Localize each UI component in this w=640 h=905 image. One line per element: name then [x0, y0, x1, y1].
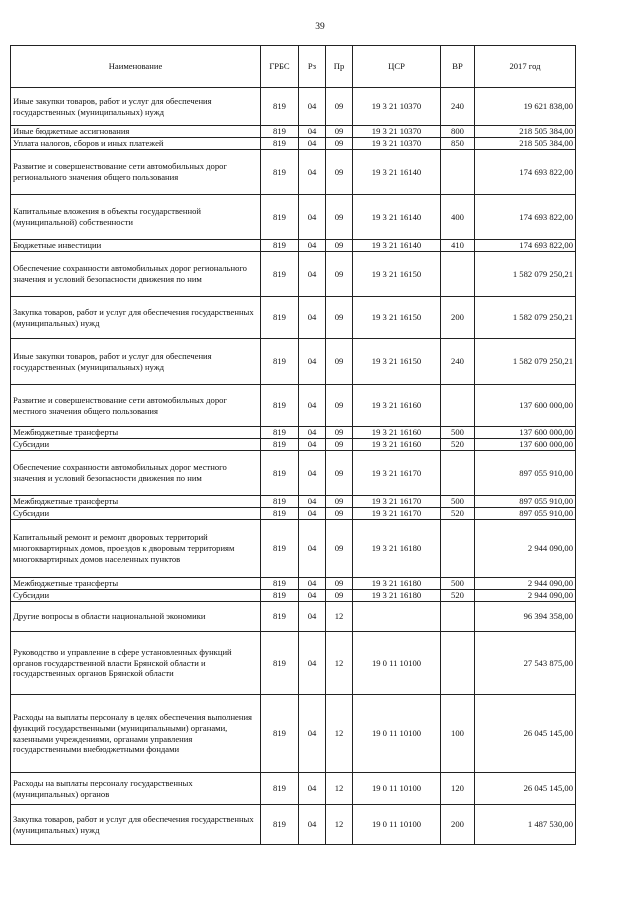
table-row [11, 88, 576, 126]
cell-amount: 897 055 910,00 [475, 496, 576, 508]
cell-grbs: 819 [261, 508, 299, 520]
cell-pr: 09 [326, 138, 353, 150]
header-grbs: ГРБС [261, 46, 299, 88]
cell-amount: 1 582 079 250,21 [475, 339, 576, 385]
cell-grbs: 819 [261, 339, 299, 385]
cell-rz: 04 [299, 385, 326, 427]
cell-amount: 1 582 079 250,21 [475, 297, 576, 339]
table-row [11, 632, 576, 695]
cell-vr [441, 602, 475, 632]
cell-amount: 897 055 910,00 [475, 451, 576, 496]
cell-name: Бюджетные инвестиции [11, 240, 261, 252]
cell-rz: 04 [299, 150, 326, 195]
cell-vr: 500 [441, 578, 475, 590]
cell-name: Иные закупки товаров, работ и услуг для обеспечения государственных (муниципальных) нужд [11, 88, 261, 126]
header-csr: ЦСР [353, 46, 441, 88]
cell-csr: 19 3 21 16180 [353, 590, 441, 602]
table-row [11, 590, 576, 602]
cell-grbs: 819 [261, 602, 299, 632]
cell-pr: 12 [326, 695, 353, 773]
cell-csr: 19 0 11 10100 [353, 773, 441, 805]
cell-name: Субсидии [11, 508, 261, 520]
cell-grbs: 819 [261, 252, 299, 297]
cell-name: Развитие и совершенствование сети автомобильных дорог местного значения общего пользования [11, 385, 261, 427]
cell-rz: 04 [299, 126, 326, 138]
cell-vr: 100 [441, 695, 475, 773]
cell-rz: 04 [299, 439, 326, 451]
table-row [11, 695, 576, 773]
cell-name: Капитальные вложения в объекты государственной (муниципальной) собственности [11, 195, 261, 240]
table-row [11, 195, 576, 240]
cell-vr: 400 [441, 195, 475, 240]
cell-grbs: 819 [261, 150, 299, 195]
budget-table [10, 45, 576, 845]
cell-csr: 19 0 11 10100 [353, 632, 441, 695]
cell-name: Закупка товаров, работ и услуг для обеспечения государственных (муниципальных) нужд [11, 297, 261, 339]
cell-pr: 09 [326, 385, 353, 427]
cell-pr: 09 [326, 508, 353, 520]
header-rz: Рз [299, 46, 326, 88]
cell-amount: 2 944 090,00 [475, 520, 576, 578]
cell-grbs: 819 [261, 427, 299, 439]
cell-rz: 04 [299, 695, 326, 773]
cell-amount: 174 693 822,00 [475, 195, 576, 240]
table-row [11, 805, 576, 845]
cell-csr: 19 3 21 16160 [353, 439, 441, 451]
cell-rz: 04 [299, 805, 326, 845]
cell-csr: 19 0 11 10100 [353, 805, 441, 845]
cell-csr: 19 3 21 16160 [353, 385, 441, 427]
cell-amount: 26 045 145,00 [475, 773, 576, 805]
cell-rz: 04 [299, 451, 326, 496]
table-row [11, 126, 576, 138]
cell-amount: 174 693 822,00 [475, 240, 576, 252]
cell-vr: 410 [441, 240, 475, 252]
cell-grbs: 819 [261, 632, 299, 695]
cell-pr: 09 [326, 240, 353, 252]
cell-csr: 19 3 21 16170 [353, 508, 441, 520]
cell-rz: 04 [299, 195, 326, 240]
table-row [11, 520, 576, 578]
cell-name: Уплата налогов, сборов и иных платежей [11, 138, 261, 150]
cell-amount: 137 600 000,00 [475, 427, 576, 439]
cell-pr: 12 [326, 805, 353, 845]
cell-amount: 2 944 090,00 [475, 590, 576, 602]
cell-vr: 500 [441, 496, 475, 508]
cell-pr: 12 [326, 773, 353, 805]
cell-pr: 09 [326, 297, 353, 339]
table-row [11, 496, 576, 508]
cell-vr: 850 [441, 138, 475, 150]
cell-grbs: 819 [261, 195, 299, 240]
cell-vr [441, 632, 475, 695]
cell-pr: 09 [326, 439, 353, 451]
cell-amount: 137 600 000,00 [475, 385, 576, 427]
cell-rz: 04 [299, 138, 326, 150]
header-row [11, 46, 576, 88]
cell-csr: 19 3 21 16160 [353, 427, 441, 439]
cell-vr: 520 [441, 439, 475, 451]
cell-vr: 520 [441, 508, 475, 520]
cell-pr: 12 [326, 632, 353, 695]
cell-csr: 19 3 21 16170 [353, 451, 441, 496]
cell-vr: 200 [441, 297, 475, 339]
cell-name: Иные закупки товаров, работ и услуг для обеспечения государственных (муниципальных) нужд [11, 339, 261, 385]
cell-grbs: 819 [261, 695, 299, 773]
cell-rz: 04 [299, 578, 326, 590]
cell-name: Субсидии [11, 590, 261, 602]
table-row [11, 602, 576, 632]
cell-name: Иные бюджетные ассигнования [11, 126, 261, 138]
cell-rz: 04 [299, 632, 326, 695]
cell-vr: 240 [441, 339, 475, 385]
cell-rz: 04 [299, 773, 326, 805]
cell-pr: 09 [326, 451, 353, 496]
cell-vr [441, 150, 475, 195]
cell-amount: 2 944 090,00 [475, 578, 576, 590]
cell-amount: 1 487 530,00 [475, 805, 576, 845]
cell-pr: 09 [326, 590, 353, 602]
cell-amount: 174 693 822,00 [475, 150, 576, 195]
cell-grbs: 819 [261, 451, 299, 496]
cell-grbs: 819 [261, 805, 299, 845]
cell-grbs: 819 [261, 126, 299, 138]
cell-pr: 09 [326, 126, 353, 138]
table-row [11, 150, 576, 195]
cell-rz: 04 [299, 339, 326, 385]
cell-name: Межбюджетные трансферты [11, 496, 261, 508]
table-row [11, 773, 576, 805]
cell-grbs: 819 [261, 240, 299, 252]
cell-pr: 09 [326, 150, 353, 195]
cell-csr: 19 3 21 10370 [353, 138, 441, 150]
cell-amount: 218 505 384,00 [475, 126, 576, 138]
cell-csr: 19 3 21 16140 [353, 240, 441, 252]
cell-grbs: 819 [261, 297, 299, 339]
cell-name: Обеспечение сохранности автомобильных дорог регионального значения и условий безопасности движения по ним [11, 252, 261, 297]
cell-csr: 19 3 21 16150 [353, 297, 441, 339]
cell-name: Субсидии [11, 439, 261, 451]
cell-vr: 120 [441, 773, 475, 805]
cell-amount: 96 394 358,00 [475, 602, 576, 632]
header-year: 2017 год [475, 46, 576, 88]
cell-pr: 09 [326, 520, 353, 578]
cell-vr: 240 [441, 88, 475, 126]
cell-rz: 04 [299, 508, 326, 520]
cell-csr: 19 3 21 16140 [353, 195, 441, 240]
cell-rz: 04 [299, 240, 326, 252]
cell-vr [441, 385, 475, 427]
table-row [11, 439, 576, 451]
header-pr: Пр [326, 46, 353, 88]
cell-csr: 19 3 21 16150 [353, 252, 441, 297]
cell-pr: 09 [326, 339, 353, 385]
page-number: 39 [315, 22, 325, 32]
header-vr: ВР [441, 46, 475, 88]
table-row [11, 427, 576, 439]
cell-rz: 04 [299, 602, 326, 632]
cell-pr: 12 [326, 602, 353, 632]
cell-rz: 04 [299, 427, 326, 439]
cell-name: Обеспечение сохранности автомобильных дорог местного значения и условий безопасности движения по ним [11, 451, 261, 496]
cell-amount: 27 543 875,00 [475, 632, 576, 695]
cell-grbs: 819 [261, 439, 299, 451]
cell-rz: 04 [299, 496, 326, 508]
cell-grbs: 819 [261, 590, 299, 602]
table-row [11, 339, 576, 385]
cell-grbs: 819 [261, 138, 299, 150]
cell-csr: 19 3 21 16180 [353, 578, 441, 590]
cell-grbs: 819 [261, 520, 299, 578]
cell-name: Межбюджетные трансферты [11, 427, 261, 439]
cell-csr: 19 3 21 10370 [353, 126, 441, 138]
cell-name: Капитальный ремонт и ремонт дворовых территорий многоквартирных домов, проездов к дворовым территориям многоквартирных домов населенных пунктов [11, 520, 261, 578]
table-row [11, 240, 576, 252]
cell-csr: 19 3 21 10370 [353, 88, 441, 126]
cell-grbs: 819 [261, 773, 299, 805]
table-row [11, 385, 576, 427]
cell-amount: 19 621 838,00 [475, 88, 576, 126]
cell-amount: 218 505 384,00 [475, 138, 576, 150]
cell-name: Закупка товаров, работ и услуг для обеспечения государственных (муниципальных) нужд [11, 805, 261, 845]
cell-pr: 09 [326, 427, 353, 439]
cell-name: Межбюджетные трансферты [11, 578, 261, 590]
cell-csr [353, 602, 441, 632]
cell-name: Развитие и совершенствование сети автомобильных дорог регионального значения общего пользования [11, 150, 261, 195]
cell-name: Руководство и управление в сфере установленных функций органов государственной власти Брянской области и государственных органов Брянской области [11, 632, 261, 695]
cell-csr: 19 0 11 10100 [353, 695, 441, 773]
cell-amount: 1 582 079 250,21 [475, 252, 576, 297]
cell-csr: 19 3 21 16140 [353, 150, 441, 195]
cell-csr: 19 3 21 16170 [353, 496, 441, 508]
cell-rz: 04 [299, 252, 326, 297]
cell-grbs: 819 [261, 496, 299, 508]
table-row [11, 297, 576, 339]
table-row [11, 508, 576, 520]
cell-name: Другие вопросы в области национальной экономики [11, 602, 261, 632]
cell-vr: 200 [441, 805, 475, 845]
table-row [11, 138, 576, 150]
cell-pr: 09 [326, 578, 353, 590]
cell-csr: 19 3 21 16150 [353, 339, 441, 385]
cell-rz: 04 [299, 520, 326, 578]
table-row [11, 578, 576, 590]
cell-amount: 137 600 000,00 [475, 439, 576, 451]
cell-amount: 897 055 910,00 [475, 508, 576, 520]
cell-name: Расходы на выплаты персоналу государственных (муниципальных) органов [11, 773, 261, 805]
cell-rz: 04 [299, 88, 326, 126]
cell-name: Расходы на выплаты персоналу в целях обеспечения выполнения функций государственными (муниципальными) органами, казенными учреждениями, органами управления государственными внебюджетными фондами [11, 695, 261, 773]
cell-rz: 04 [299, 590, 326, 602]
cell-vr [441, 520, 475, 578]
cell-grbs: 819 [261, 578, 299, 590]
table-row [11, 252, 576, 297]
cell-vr [441, 252, 475, 297]
header-name: Наименование [11, 46, 261, 88]
cell-grbs: 819 [261, 88, 299, 126]
cell-pr: 09 [326, 496, 353, 508]
cell-vr: 500 [441, 427, 475, 439]
table-row [11, 451, 576, 496]
cell-vr: 520 [441, 590, 475, 602]
cell-grbs: 819 [261, 385, 299, 427]
cell-vr [441, 451, 475, 496]
cell-rz: 04 [299, 297, 326, 339]
cell-vr: 800 [441, 126, 475, 138]
cell-pr: 09 [326, 195, 353, 240]
cell-csr: 19 3 21 16180 [353, 520, 441, 578]
cell-pr: 09 [326, 88, 353, 126]
cell-pr: 09 [326, 252, 353, 297]
cell-amount: 26 045 145,00 [475, 695, 576, 773]
